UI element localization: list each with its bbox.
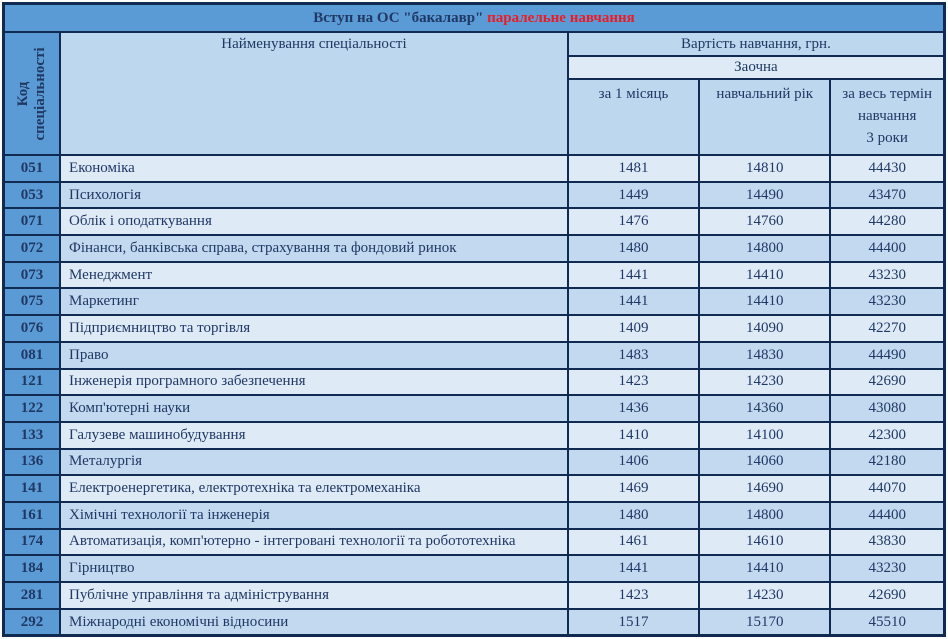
specialty-code: 075 bbox=[4, 288, 61, 315]
table-row bbox=[4, 155, 945, 182]
table-row bbox=[4, 475, 945, 502]
price-full-term: 42270 bbox=[830, 315, 944, 342]
specialty-code: 281 bbox=[4, 582, 61, 609]
price-per-month: 1483 bbox=[568, 342, 699, 369]
specialty-code: 122 bbox=[4, 395, 61, 422]
price-per-year: 14410 bbox=[699, 555, 830, 582]
price-per-month: 1423 bbox=[568, 582, 699, 609]
price-per-month: 1476 bbox=[568, 208, 699, 235]
specialty-name: Право bbox=[60, 342, 568, 369]
price-per-month: 1481 bbox=[568, 155, 699, 182]
specialty-code: 174 bbox=[4, 529, 61, 556]
price-full-term: 42690 bbox=[830, 369, 944, 396]
price-full-term: 43830 bbox=[830, 529, 944, 556]
specialty-code: 053 bbox=[4, 182, 61, 209]
table-row bbox=[4, 502, 945, 529]
column-header-full-term: за весь термін навчання 3 роки bbox=[830, 79, 944, 155]
price-per-year: 14230 bbox=[699, 582, 830, 609]
price-per-year: 14690 bbox=[699, 475, 830, 502]
title-main: Вступ на ОС "бакалавр" bbox=[313, 9, 484, 26]
price-full-term: 44400 bbox=[830, 502, 944, 529]
table-row bbox=[4, 395, 945, 422]
table-row bbox=[4, 182, 945, 209]
header-row-1 bbox=[4, 32, 945, 56]
price-per-year: 14810 bbox=[699, 155, 830, 182]
price-per-month: 1480 bbox=[568, 235, 699, 262]
price-full-term: 44490 bbox=[830, 342, 944, 369]
table-row bbox=[4, 342, 945, 369]
price-per-year: 15170 bbox=[699, 609, 830, 636]
column-header-cost: Вартість навчання, грн. bbox=[568, 32, 945, 56]
specialty-code: 133 bbox=[4, 422, 61, 449]
specialty-name: Менеджмент bbox=[60, 262, 568, 289]
price-full-term: 44430 bbox=[830, 155, 944, 182]
price-per-year: 14800 bbox=[699, 235, 830, 262]
price-per-month: 1423 bbox=[568, 369, 699, 396]
specialty-code: 071 bbox=[4, 208, 61, 235]
price-full-term: 42690 bbox=[830, 582, 944, 609]
specialty-name: Електроенергетика, електротехніка та електромеханіка bbox=[60, 475, 568, 502]
specialty-name: Фінанси, банківська справа, страхування та фондовий ринок bbox=[60, 235, 568, 262]
specialty-name: Хімічні технології та інженерія bbox=[60, 502, 568, 529]
price-per-year: 14230 bbox=[699, 369, 830, 396]
specialty-code: 141 bbox=[4, 475, 61, 502]
price-per-month: 1480 bbox=[568, 502, 699, 529]
specialty-name: Галузеве машинобудування bbox=[60, 422, 568, 449]
price-full-term: 43470 bbox=[830, 182, 944, 209]
tuition-table bbox=[2, 2, 946, 637]
specialty-name: Економіка bbox=[60, 155, 568, 182]
price-per-year: 14100 bbox=[699, 422, 830, 449]
price-per-year: 14410 bbox=[699, 288, 830, 315]
price-full-term: 43230 bbox=[830, 262, 944, 289]
specialty-code: 184 bbox=[4, 555, 61, 582]
table-row bbox=[4, 422, 945, 449]
specialty-name: Металургія bbox=[60, 449, 568, 476]
price-per-year: 14090 bbox=[699, 315, 830, 342]
price-per-year: 14060 bbox=[699, 449, 830, 476]
price-per-month: 1449 bbox=[568, 182, 699, 209]
column-header-per-year: навчальний рік bbox=[699, 79, 830, 155]
price-per-month: 1461 bbox=[568, 529, 699, 556]
price-full-term: 44400 bbox=[830, 235, 944, 262]
column-header-per-month: за 1 місяць bbox=[568, 79, 699, 155]
specialty-name: Гірництво bbox=[60, 555, 568, 582]
price-per-month: 1441 bbox=[568, 288, 699, 315]
specialty-code: 121 bbox=[4, 369, 61, 396]
specialty-name: Маркетинг bbox=[60, 288, 568, 315]
specialty-code: 136 bbox=[4, 449, 61, 476]
price-full-term: 43080 bbox=[830, 395, 944, 422]
specialty-code: 161 bbox=[4, 502, 61, 529]
price-full-term: 43230 bbox=[830, 555, 944, 582]
table-row bbox=[4, 369, 945, 396]
price-per-year: 14800 bbox=[699, 502, 830, 529]
price-full-term: 42300 bbox=[830, 422, 944, 449]
table-row bbox=[4, 208, 945, 235]
specialty-name: Публічне управління та адміністрування bbox=[60, 582, 568, 609]
price-per-month: 1436 bbox=[568, 395, 699, 422]
specialty-name: Інженерія програмного забезпечення bbox=[60, 369, 568, 396]
specialty-code: 081 bbox=[4, 342, 61, 369]
specialty-name: Автоматизація, комп'ютерно - інтегровані технології та робототехніка bbox=[60, 529, 568, 556]
price-per-month: 1469 bbox=[568, 475, 699, 502]
table-row bbox=[4, 235, 945, 262]
price-per-month: 1441 bbox=[568, 262, 699, 289]
specialty-name: Підприємництво та торгівля bbox=[60, 315, 568, 342]
table-row bbox=[4, 529, 945, 556]
price-full-term: 43230 bbox=[830, 288, 944, 315]
table-row bbox=[4, 315, 945, 342]
title-highlight: паралельне навчання bbox=[487, 9, 635, 26]
table-body bbox=[4, 155, 945, 636]
table-row bbox=[4, 288, 945, 315]
column-header-specialty-name: Найменування спеціальності bbox=[60, 32, 568, 155]
column-header-study-form: Заочна bbox=[568, 56, 945, 79]
specialty-name: Міжнародні економічні відносини bbox=[60, 609, 568, 636]
specialty-code: 292 bbox=[4, 609, 61, 636]
table-row bbox=[4, 262, 945, 289]
specialty-name: Психологія bbox=[60, 182, 568, 209]
title-row bbox=[4, 4, 945, 33]
price-per-month: 1441 bbox=[568, 555, 699, 582]
specialty-code: 073 bbox=[4, 262, 61, 289]
price-full-term: 44280 bbox=[830, 208, 944, 235]
price-per-month: 1410 bbox=[568, 422, 699, 449]
price-per-year: 14610 bbox=[699, 529, 830, 556]
price-per-month: 1409 bbox=[568, 315, 699, 342]
price-per-month: 1517 bbox=[568, 609, 699, 636]
table-row bbox=[4, 555, 945, 582]
column-header-code bbox=[4, 32, 61, 155]
specialty-name: Облік і оподаткування bbox=[60, 208, 568, 235]
price-per-year: 14410 bbox=[699, 262, 830, 289]
specialty-code: 072 bbox=[4, 235, 61, 262]
table-row bbox=[4, 449, 945, 476]
price-full-term: 45510 bbox=[830, 609, 944, 636]
price-full-term: 44070 bbox=[830, 475, 944, 502]
table-row bbox=[4, 609, 945, 636]
page-title bbox=[4, 4, 945, 33]
specialty-name: Комп'ютерні науки bbox=[60, 395, 568, 422]
code-header-vertical-text: Код спеціальності bbox=[14, 46, 49, 141]
price-per-month: 1406 bbox=[568, 449, 699, 476]
table-row bbox=[4, 582, 945, 609]
price-per-year: 14830 bbox=[699, 342, 830, 369]
specialty-code: 051 bbox=[4, 155, 61, 182]
specialty-code: 076 bbox=[4, 315, 61, 342]
price-per-year: 14360 bbox=[699, 395, 830, 422]
price-full-term: 42180 bbox=[830, 449, 944, 476]
price-per-year: 14490 bbox=[699, 182, 830, 209]
price-per-year: 14760 bbox=[699, 208, 830, 235]
